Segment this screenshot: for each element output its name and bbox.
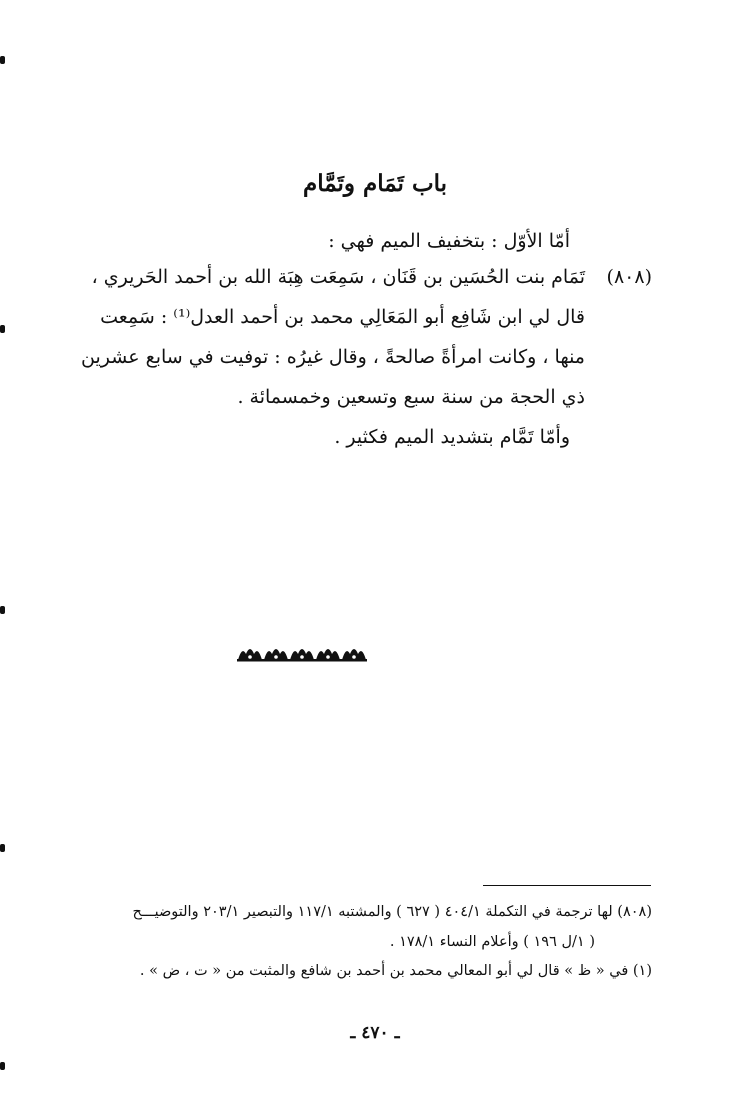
scan-edge-mark bbox=[0, 56, 5, 64]
entry-number: (٨٠٨) bbox=[606, 266, 652, 288]
footnote-line: (٨٠٨) لها ترجمة في التكملة ٤٠٤/١ ( ٦٢٧ ) والمشتبه ١١٧/١ والتبصير ٢٠٣/١ والتوضيـــح bbox=[132, 904, 652, 920]
entry-line: تَمَام بنت الحُسَين بن قَنَان ، سَمِعَت هِبَة الله بن أحمد الحَريري ، bbox=[91, 266, 585, 288]
chapter-heading: باب تَمَام وتَمَّام bbox=[302, 170, 448, 197]
decorative-divider-ornament bbox=[236, 640, 368, 662]
outro-line: وأمّا تَمَّام بتشديد الميم فكثير . bbox=[334, 426, 570, 448]
scan-edge-mark bbox=[0, 844, 5, 852]
scan-edge-mark bbox=[0, 1062, 5, 1070]
footnote-line: ( ١/ل ١٩٦ ) وأعلام النساء ١٧٨/١ . bbox=[389, 934, 595, 950]
footnote-separator bbox=[483, 885, 651, 886]
page-number: ـ ٤٧٠ ـ bbox=[350, 1023, 400, 1043]
entry-line: قال لي ابن شَافِع أبو المَعَالِي محمد بن أحمد العدل⁽¹⁾ : سَمِعت bbox=[100, 306, 585, 328]
scan-edge-mark bbox=[0, 606, 5, 614]
intro-line: أمّا الأوّل : بتخفيف الميم فهي : bbox=[328, 230, 570, 252]
footnote-line: (١) في « ظ » قال لي أبو المعالي محمد بن أحمد بن شافع والمثبت من « ت ، ض » . bbox=[139, 963, 652, 979]
entry-line: منها ، وكانت امرأةً صالحةً ، وقال غيرُه : توفيت في سابع عشرين bbox=[81, 346, 585, 368]
scan-edge-mark bbox=[0, 325, 5, 333]
entry-line: ذي الحجة من سنة سبع وتسعين وخمسمائة . bbox=[237, 386, 585, 408]
